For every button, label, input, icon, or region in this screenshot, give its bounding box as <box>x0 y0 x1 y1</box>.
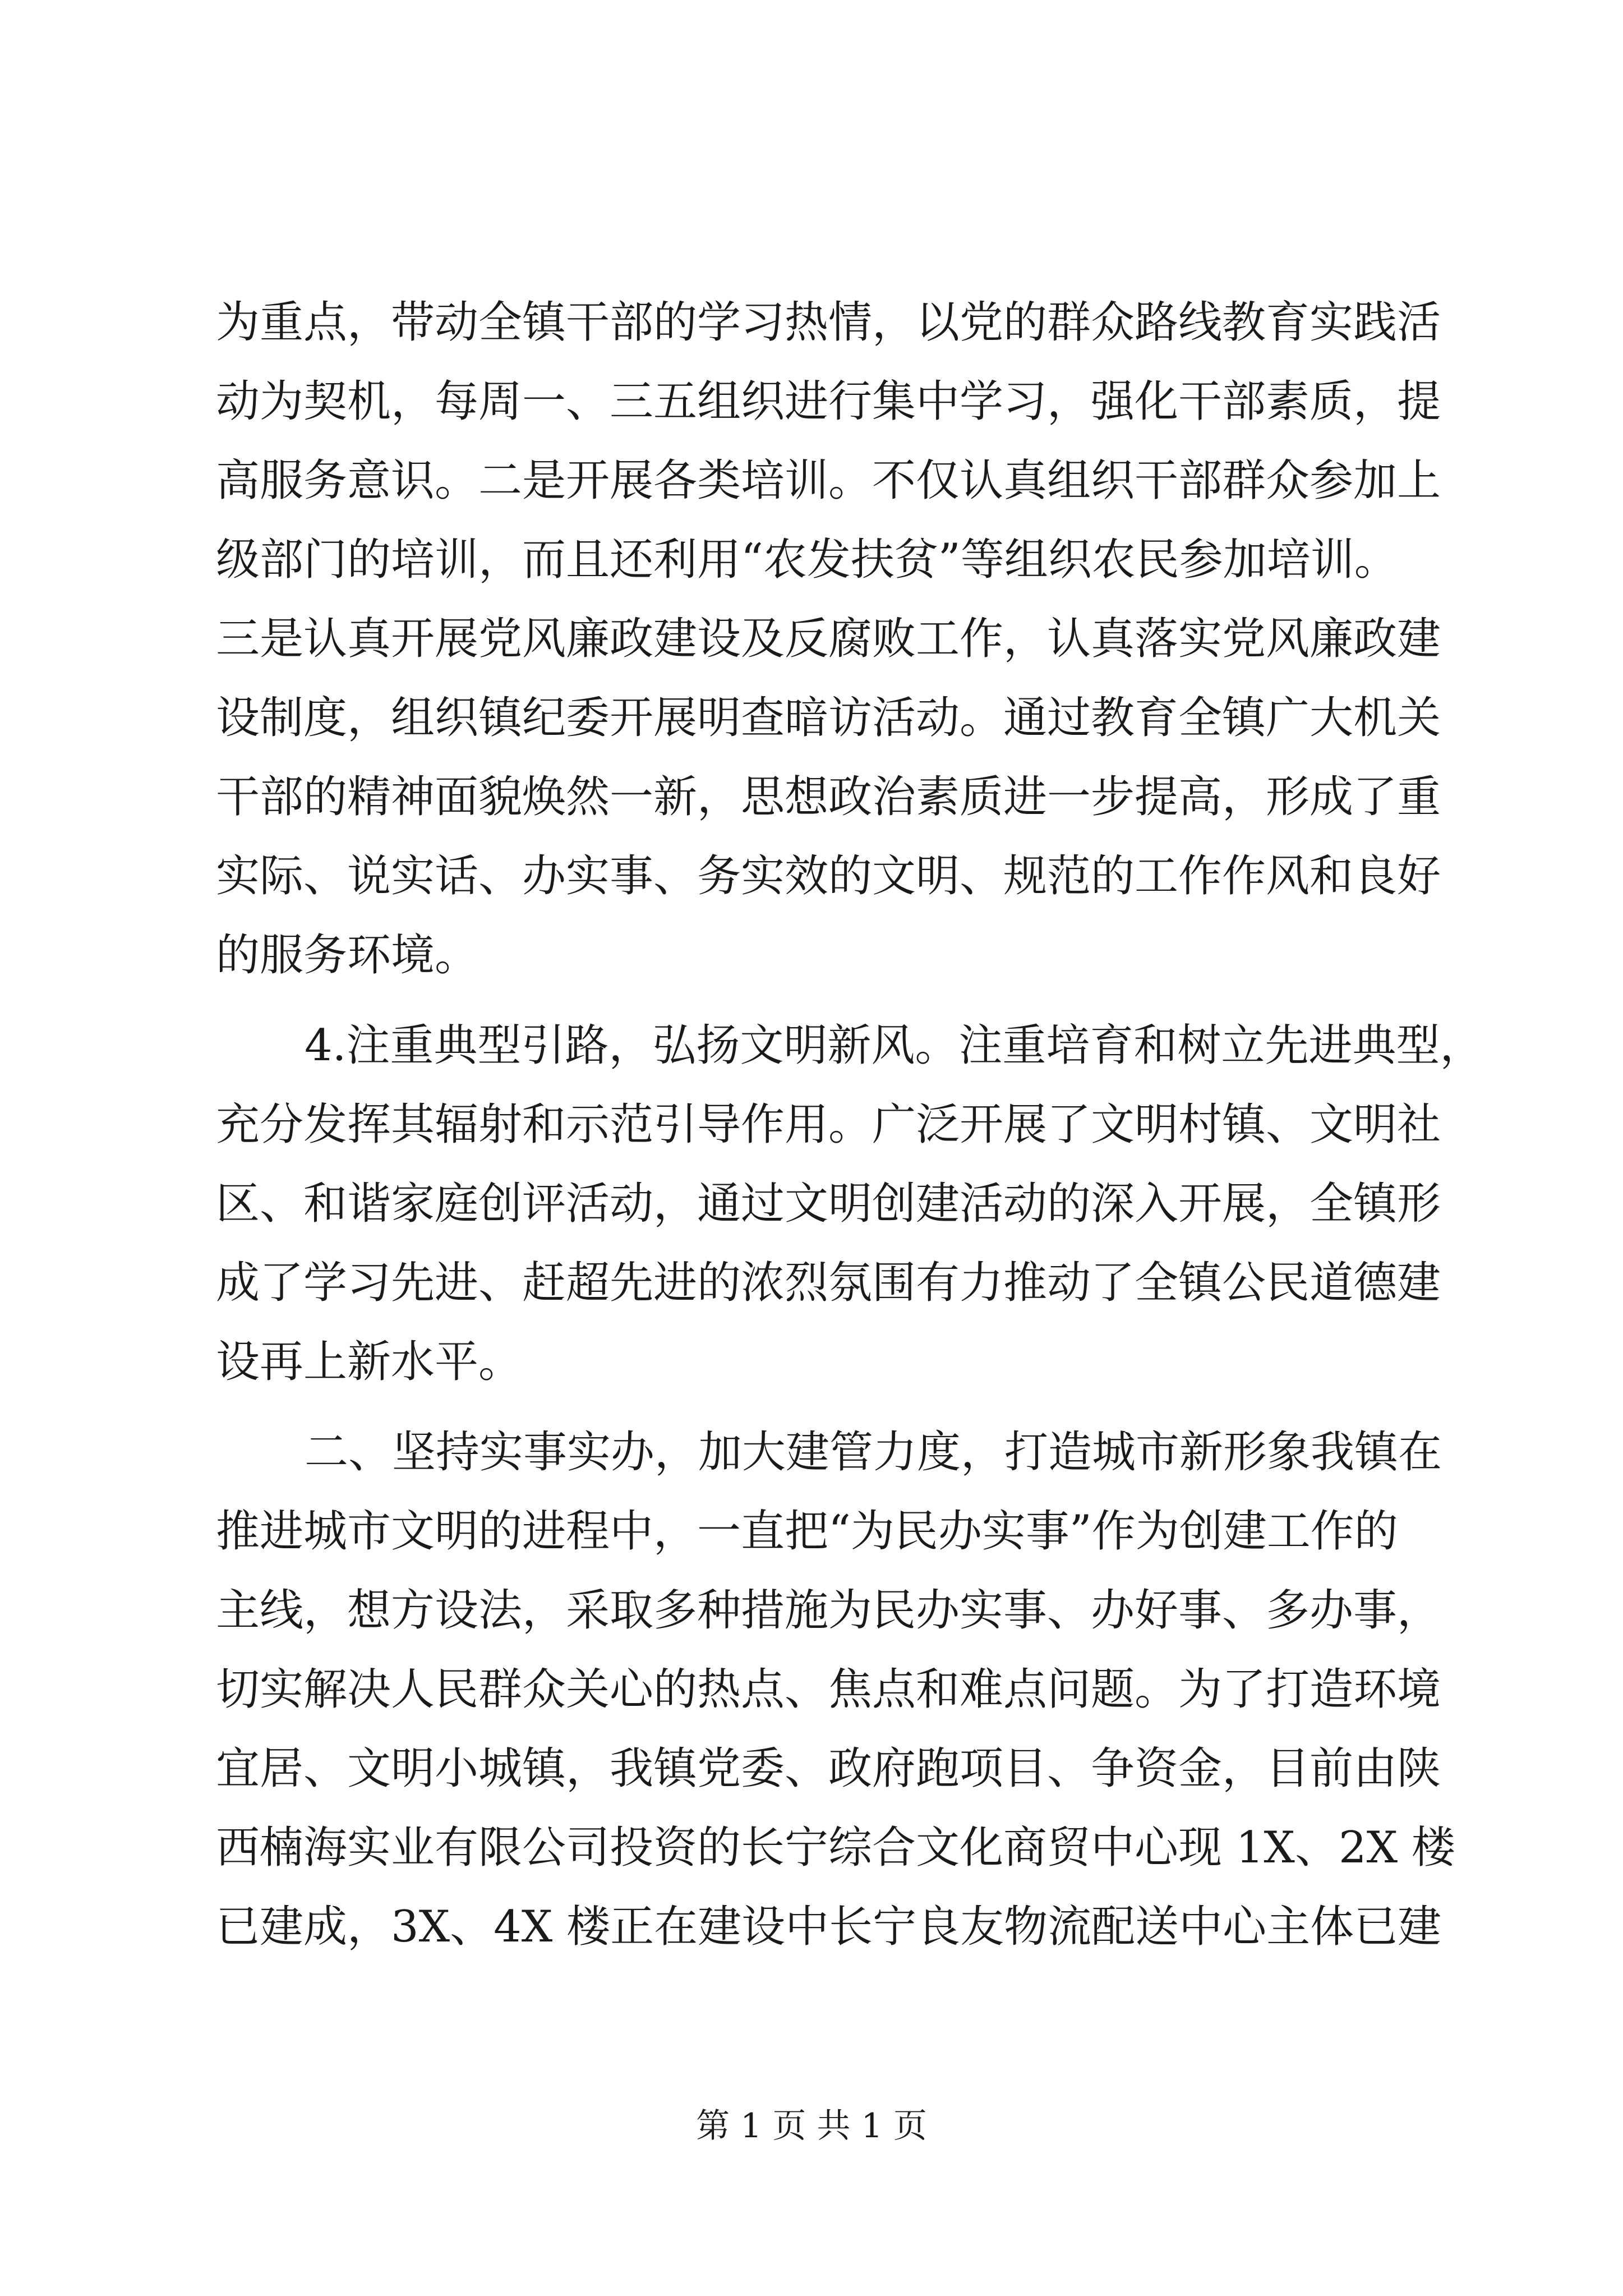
paragraph-gap <box>216 995 1433 1006</box>
paragraph-gap <box>216 1402 1433 1413</box>
text-line: 干部的精神面貌焕然一新，思想政治素质进一步提高，形成了重 <box>216 772 1441 822</box>
text-line: 为重点，带动全镇干部的学习热情，以党的群众路线教育实践活 <box>216 297 1441 348</box>
paragraph-2 <box>216 1006 1484 1402</box>
text-line: 设再上新水平。 <box>216 1337 523 1387</box>
paragraph-3 <box>216 1413 1455 1967</box>
page-number-label: 第 1 页 共 1 页 <box>696 2106 927 2146</box>
text-line: 已建成，3X、4X 楼正在建设中长宁良友物流配送中心主体已建 <box>216 1902 1442 1952</box>
page-footer <box>0 2104 1623 2148</box>
text-line: 区、和谐家庭创评活动，通过文明创建活动的深入开展，全镇形 <box>216 1179 1441 1229</box>
text-line: 动为契机，每周一、三五组织进行集中学习，强化干部素质，提 <box>216 376 1441 427</box>
text-line: 西楠海实业有限公司投资的长宁综合文化商贸中心现 1X、2X 楼 <box>216 1823 1455 1873</box>
text-line: 三是认真开展党风廉政建设及反腐败工作，认真落实党风廉政建 <box>216 614 1441 664</box>
paragraph-1 <box>216 283 1441 995</box>
text-line: 二、坚持实事实办，加大建管力度，打造城市新形象我镇在 <box>305 1427 1442 1478</box>
text-line: 成了学习先进、赶超先进的浓烈氛围有力推动了全镇公民道德建 <box>216 1258 1441 1308</box>
text-line: 推进城市文明的进程中，一直把“为民办实事”作为创建工作的 <box>216 1506 1398 1557</box>
text-line: 切实解决人民群众关心的热点、焦点和难点问题。为了打造环境 <box>216 1664 1441 1715</box>
text-line: 充分发挥其辐射和示范引导作用。广泛开展了文明村镇、文明社 <box>216 1099 1441 1150</box>
text-line: 的服务环境。 <box>216 930 479 981</box>
text-line: 设制度，组织镇纪委开展明查暗访活动。通过教育全镇广大机关 <box>216 693 1441 743</box>
text-line: 高服务意识。二是开展各类培训。不仅认真组织干部群众参加上 <box>216 455 1441 506</box>
text-line: 主线，想方设法，采取多种措施为民办实事、办好事、多办事， <box>216 1585 1441 1636</box>
text-line: 宜居、文明小城镇，我镇党委、政府跑项目、争资金，目前由陕 <box>216 1743 1441 1794</box>
text-line: 级部门的培训，而且还利用“农发扶贫”等组织农民参加培训。 <box>216 535 1398 585</box>
text-line: 实际、说实话、办实事、务实效的文明、规范的工作作风和良好 <box>216 851 1441 901</box>
text-line: 4.注重典型引路，弘扬文明新风。注重培育和树立先进典型， <box>305 1020 1484 1071</box>
document-body <box>216 283 1484 1967</box>
